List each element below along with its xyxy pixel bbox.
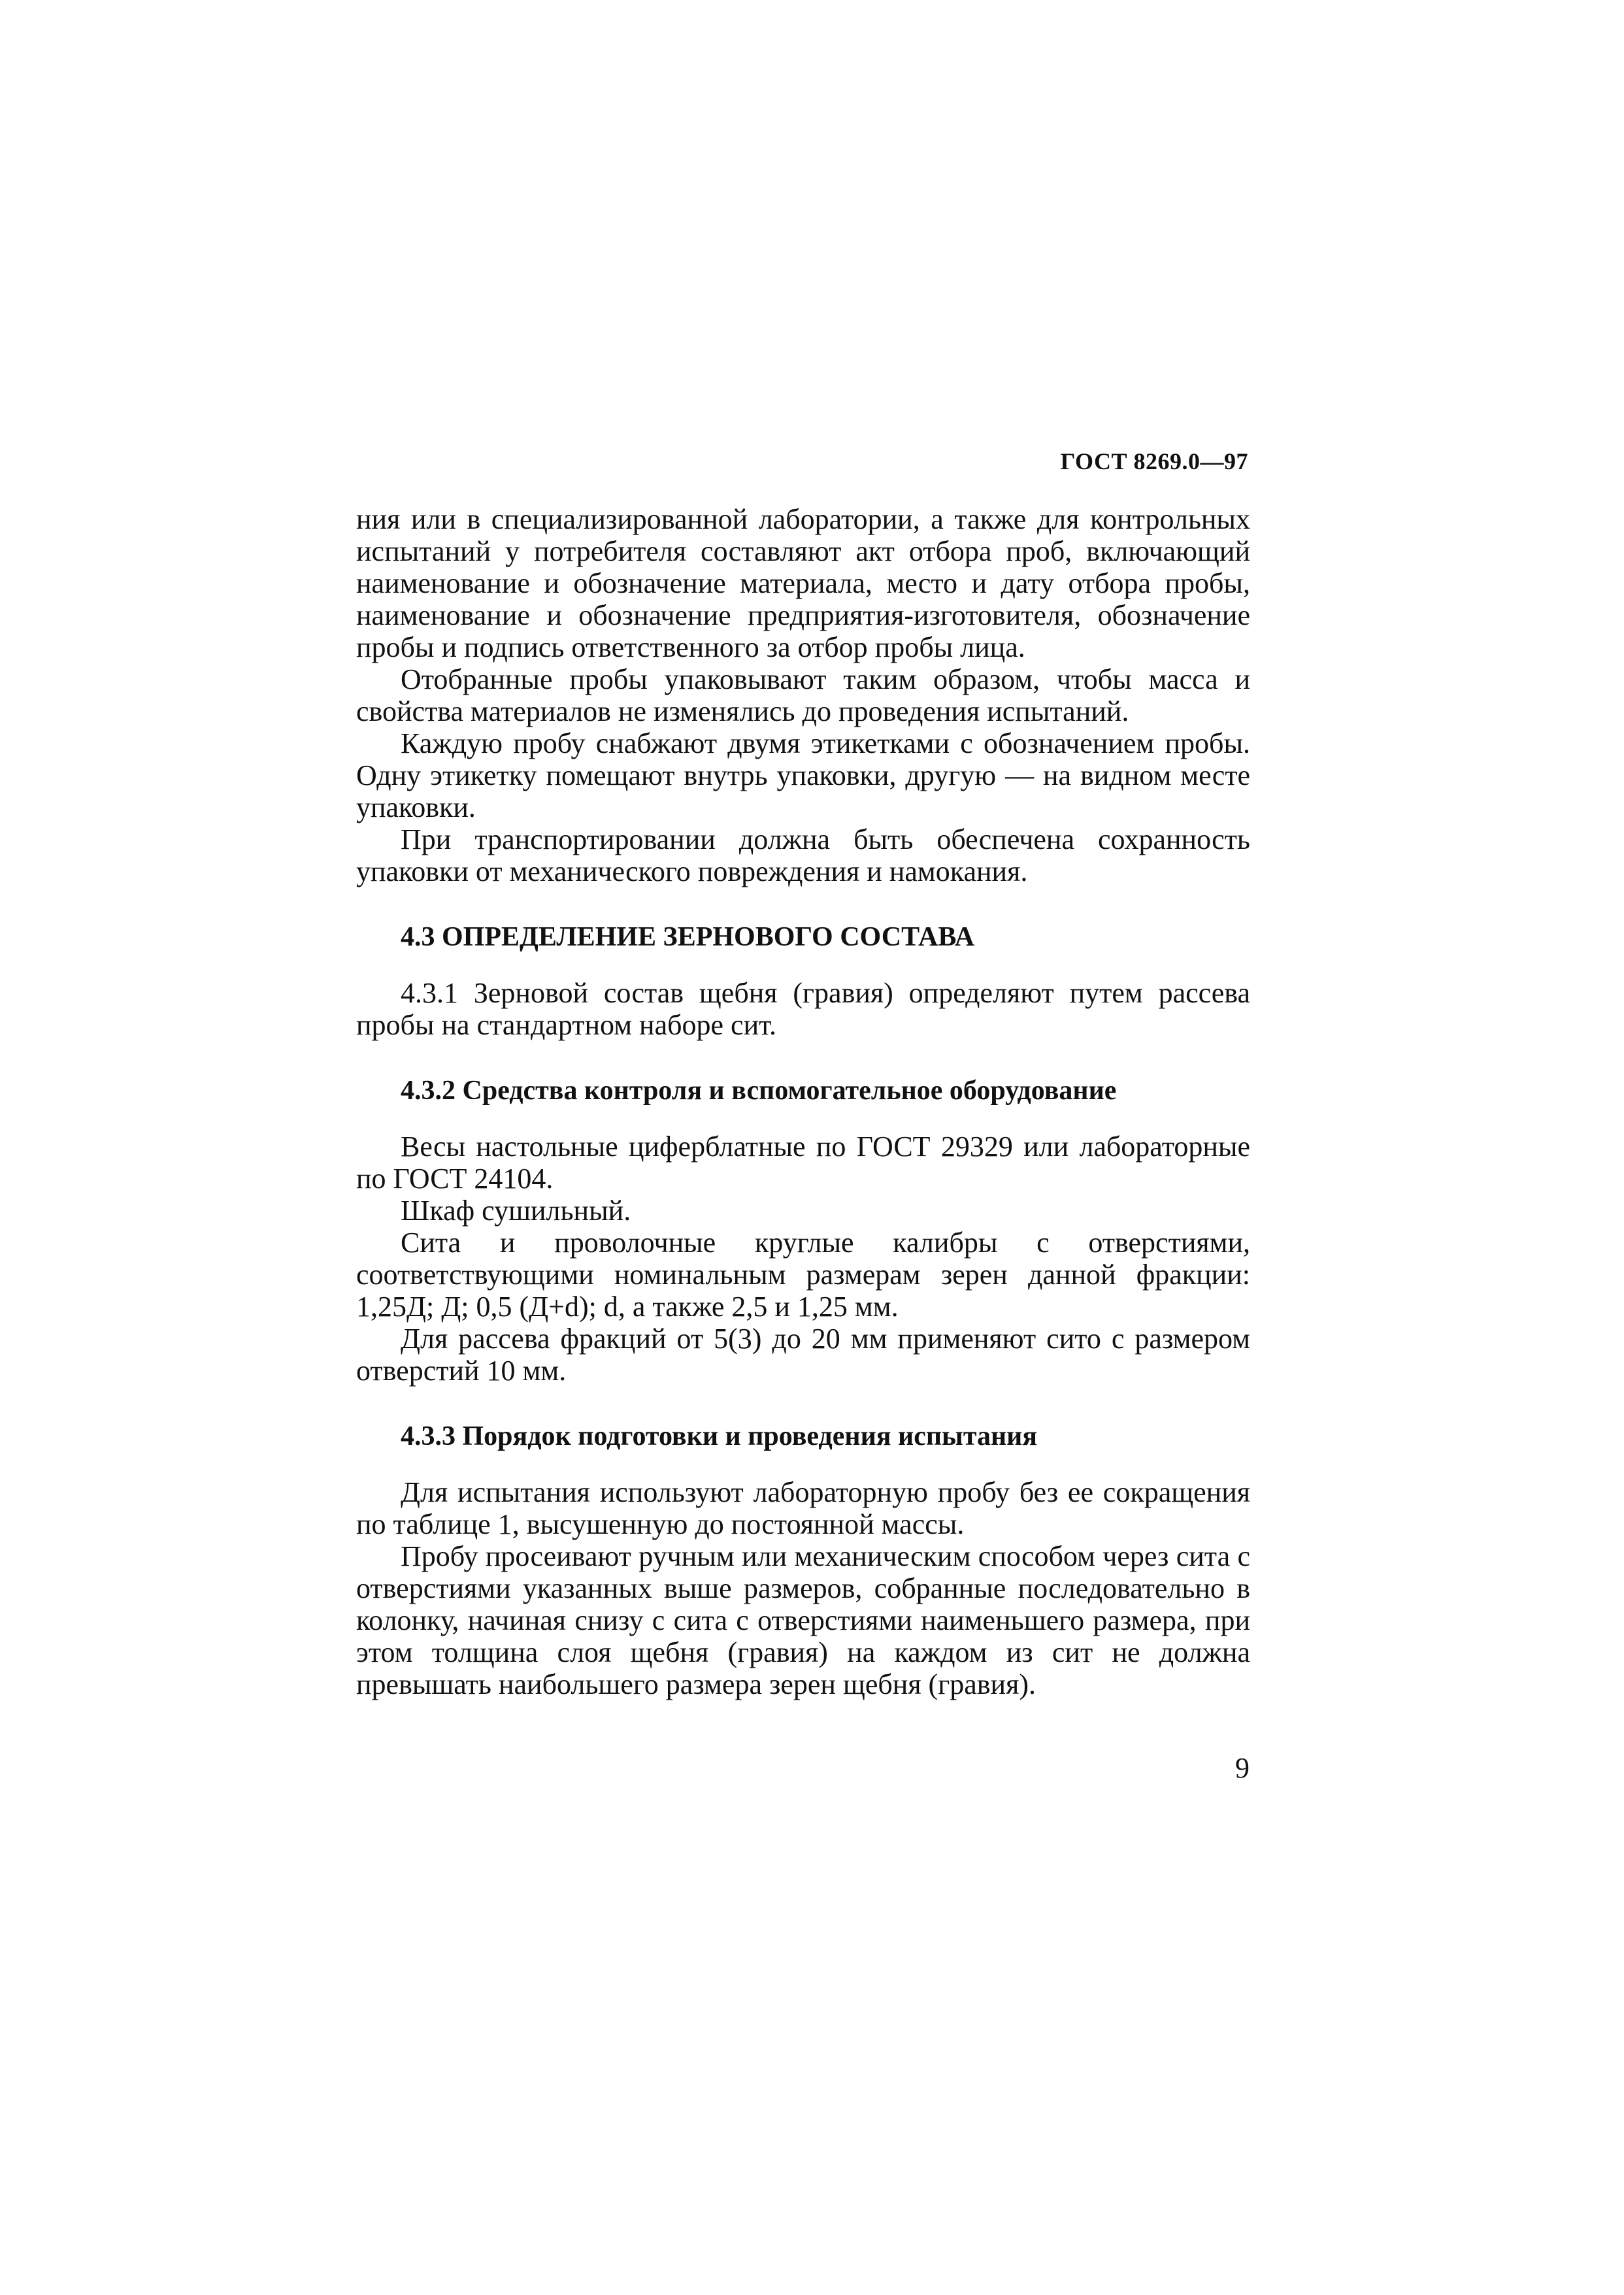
document-body	[356, 503, 1250, 1700]
paragraph-transport: При транспортировании должна быть обеспечена сохранность упаковки от механического повреждения и намокания.	[356, 823, 1250, 887]
paragraph-test-sample: Для испытания используют лабораторную пробу без ее сокращения по таблице 1, высушенную до постоянной массы.	[356, 1476, 1250, 1540]
paragraph-sieves: Сита и проволочные круглые калибры с отверстиями, соответствующими номинальным размерам зерен данной фракции: 1,25Д; Д; 0,5 (Д+d); d, а также 2,5 и 1,25 мм.	[356, 1227, 1250, 1323]
paragraph-sieving: Пробу просеивают ручным или механическим способом через сита с отверстиями указанных выше размеров, собранные последовательно в колонку, начиная снизу с сита с отверстиями наименьшего размера, при этом толщина слоя щебня (гравия) на каждом из сит не должна превышать наибольшего размера зерен щебня (гравия).	[356, 1540, 1250, 1700]
page-number: 9	[1235, 1752, 1250, 1784]
section-heading-4-3-2: 4.3.2 Средства контроля и вспомогательное оборудование	[401, 1076, 1117, 1106]
section-heading-4-3: 4.3 ОПРЕДЕЛЕНИЕ ЗЕРНОВОГО СОСТАВА	[401, 922, 975, 952]
paragraph-drying-cabinet: Шкаф сушильный.	[401, 1195, 631, 1227]
paragraph-sampling-act: ния или в специализированной лаборатории, а также для контрольных испытаний у потребителя составляют акт отбора проб, включающий наименование и обозначение материала, место и дату отбора пробы, наименование и обозначение предприятия-изготовителя, обозначение пробы и подпись ответственного за отбор пробы лица.	[356, 503, 1250, 663]
paragraph-4-3-1: 4.3.1 Зерновой состав щебня (гравия) определяют путем рассева пробы на стандартном наборе сит.	[356, 977, 1250, 1041]
paragraph-scales: Весы настольные циферблатные по ГОСТ 29329 или лабораторные по ГОСТ 24104.	[356, 1131, 1250, 1195]
document-code-header: ГОСТ 8269.0—97	[1060, 448, 1248, 474]
paragraph-labels: Каждую пробу снабжают двумя этикетками с обозначением пробы. Одну этикетку помещают внутрь упаковки, другую — на видном месте упаковки.	[356, 727, 1250, 823]
paragraph-sieve-10mm: Для рассева фракций от 5(3) до 20 мм применяют сито с размером отверстий 10 мм.	[356, 1323, 1250, 1387]
section-heading-4-3-3: 4.3.3 Порядок подготовки и проведения испытания	[401, 1421, 1038, 1451]
paragraph-packaging: Отобранные пробы упаковывают таким образом, чтобы масса и свойства материалов не изменялись до проведения испытаний.	[356, 663, 1250, 727]
